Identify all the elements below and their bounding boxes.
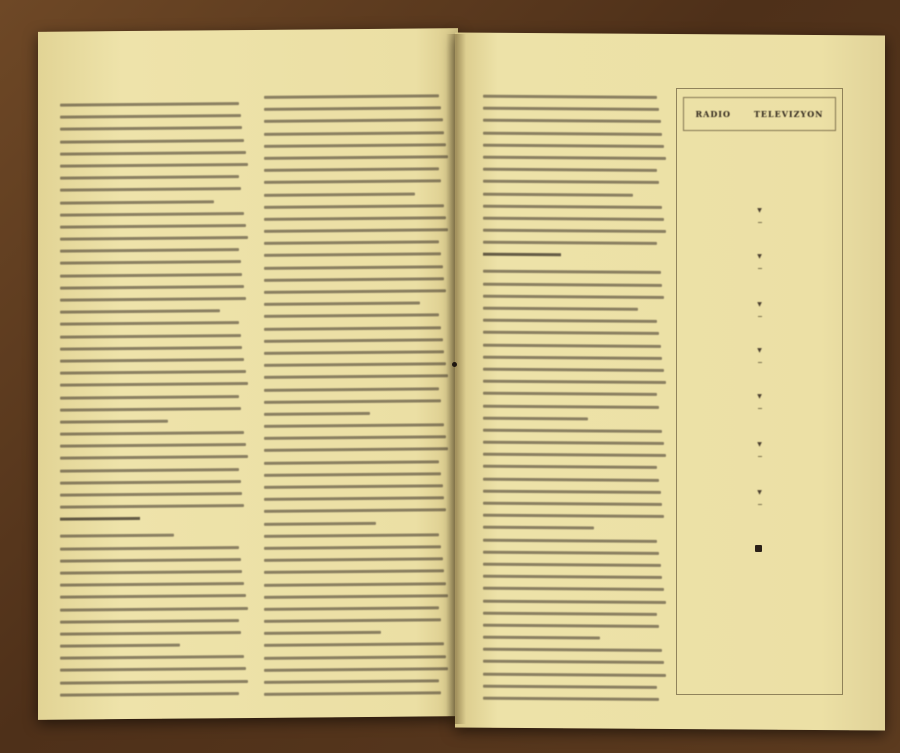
text-line (264, 618, 441, 623)
left-page-column-1 (60, 102, 250, 706)
text-line (483, 587, 664, 591)
text-line (264, 326, 441, 331)
text-line (60, 631, 241, 636)
down-arrow-icon: ▼ (757, 207, 762, 214)
text-line (264, 545, 441, 550)
text-line (60, 224, 246, 229)
text-line (60, 619, 239, 624)
text-line (264, 570, 444, 575)
text-line (60, 655, 244, 660)
text-line (60, 443, 246, 448)
text-line (60, 334, 241, 339)
text-line (264, 302, 420, 306)
text-line (483, 192, 633, 196)
text-line (264, 582, 446, 587)
left-page (38, 28, 458, 720)
down-arrow-icon: ▼ (757, 253, 762, 260)
down-arrow-icon: ▼ (757, 489, 762, 496)
text-line (60, 370, 246, 375)
left-page-column-2 (264, 94, 450, 705)
text-line (60, 644, 180, 648)
text-line (264, 594, 448, 599)
text-line (483, 477, 659, 481)
text-line (264, 277, 444, 282)
flow-step-label (758, 267, 762, 269)
text-line (483, 217, 664, 221)
text-line (483, 229, 666, 233)
text-line (60, 395, 239, 400)
text-line (264, 521, 376, 525)
text-line (483, 611, 657, 615)
text-line (483, 490, 661, 494)
text-line (483, 343, 661, 347)
book-gutter (446, 34, 466, 724)
text-line (264, 375, 448, 380)
text-line (483, 648, 662, 652)
text-line (483, 95, 657, 99)
text-line (483, 392, 657, 396)
text-line (483, 107, 659, 111)
text-line (483, 156, 666, 160)
flow-step-label (758, 361, 762, 363)
text-line (264, 228, 448, 233)
text-line (60, 151, 246, 156)
text-line (264, 606, 439, 611)
text-line (264, 484, 443, 489)
flow-step-1 (677, 207, 842, 225)
text-line (264, 448, 448, 453)
flow-step-label (758, 407, 762, 409)
text-line (60, 606, 248, 611)
down-arrow-icon: ▼ (757, 441, 762, 448)
text-line (264, 143, 446, 148)
text-line (483, 526, 594, 530)
text-line (60, 570, 242, 575)
text-line (483, 502, 662, 506)
text-line (264, 399, 441, 404)
text-line (483, 368, 664, 372)
text-line (483, 241, 657, 245)
text-line (264, 655, 446, 660)
text-line (264, 253, 441, 258)
text-line (60, 273, 242, 278)
text-line (60, 297, 246, 302)
text-line (483, 575, 662, 579)
flow-step-label (758, 221, 762, 223)
text-line (483, 550, 659, 554)
text-line (60, 261, 241, 266)
text-line (483, 697, 659, 701)
text-line (483, 563, 661, 567)
text-line (264, 131, 444, 136)
text-line (483, 404, 659, 408)
text-line (60, 582, 244, 587)
text-line (264, 643, 444, 648)
text-line (483, 416, 588, 420)
text-line (60, 126, 242, 131)
flow-step-7 (677, 489, 842, 507)
binding-mark (452, 362, 457, 367)
text-line (483, 465, 657, 469)
text-line (60, 692, 239, 697)
text-line (483, 307, 638, 311)
section-heading-line (483, 253, 561, 257)
text-line (483, 131, 662, 135)
flow-step-label (758, 503, 762, 505)
text-line (483, 453, 666, 457)
text-line (264, 180, 441, 185)
down-arrow-icon: ▼ (757, 301, 762, 308)
text-line (264, 533, 439, 538)
text-line (60, 285, 244, 290)
text-line (483, 624, 659, 628)
text-line (60, 212, 244, 217)
flow-step-6 (677, 441, 842, 459)
text-line (483, 168, 657, 172)
text-line (60, 546, 239, 551)
text-line (60, 309, 220, 313)
text-line (264, 192, 415, 196)
text-line (264, 265, 443, 270)
text-line (264, 692, 441, 697)
text-line (483, 514, 664, 518)
text-line (60, 321, 239, 326)
text-line (483, 538, 657, 542)
flow-step-5 (677, 393, 842, 411)
flow-step-label (758, 315, 762, 317)
text-line (60, 680, 248, 685)
text-line (264, 94, 439, 99)
text-line (264, 387, 439, 392)
text-line (264, 167, 439, 172)
text-line (264, 362, 446, 367)
text-line (264, 423, 444, 428)
section-heading-line (60, 517, 140, 521)
text-line (60, 431, 244, 436)
down-arrow-icon: ▼ (757, 347, 762, 354)
flow-end-square-icon (755, 545, 762, 552)
text-line (60, 346, 242, 351)
text-line (264, 631, 381, 635)
text-line (264, 679, 439, 684)
text-line (60, 594, 246, 599)
text-line (60, 102, 239, 107)
text-line (483, 429, 662, 433)
text-line (264, 412, 370, 416)
text-line (483, 441, 664, 445)
text-line (483, 672, 666, 676)
text-line (483, 119, 661, 123)
text-line (264, 338, 443, 343)
text-line (60, 358, 244, 363)
text-line (264, 472, 441, 477)
text-line (483, 660, 664, 664)
text-line (264, 509, 446, 514)
text-line (264, 241, 439, 246)
sidebar-box (676, 88, 843, 695)
text-line (60, 468, 239, 473)
text-line (60, 382, 248, 387)
text-line (264, 460, 439, 465)
down-arrow-icon: ▼ (757, 393, 762, 400)
text-line (483, 599, 666, 603)
text-line (264, 107, 441, 112)
text-line (483, 319, 657, 323)
flow-step-2 (677, 253, 842, 271)
flow-step-label (758, 455, 762, 457)
text-line (60, 420, 168, 424)
text-line (60, 480, 241, 485)
sidebar-box-header-left: RADIO (695, 109, 731, 119)
sidebar-box-header-right: TELEVIZYON (753, 109, 824, 119)
text-line (483, 380, 666, 384)
text-line (264, 350, 444, 355)
text-line (264, 314, 439, 319)
text-line (264, 496, 444, 501)
text-line (60, 534, 174, 538)
right-page-column-1 (483, 95, 668, 710)
text-line (60, 407, 241, 412)
text-line (264, 119, 443, 124)
text-line (60, 187, 241, 192)
text-line (264, 204, 444, 209)
text-line (483, 331, 659, 335)
text-line (60, 200, 214, 204)
text-line (483, 685, 657, 689)
text-line (60, 504, 244, 509)
text-line (60, 667, 246, 672)
text-line (60, 175, 239, 180)
text-line (264, 289, 446, 294)
text-line (60, 163, 248, 168)
text-line (264, 436, 446, 441)
text-line (60, 455, 248, 460)
text-line (483, 204, 662, 208)
flow-step-3 (677, 301, 842, 319)
text-line (264, 667, 448, 672)
text-line (60, 236, 248, 241)
text-line (264, 155, 448, 160)
text-line (483, 282, 662, 286)
text-line (483, 636, 600, 640)
text-line (264, 557, 443, 562)
sidebar-box-header (683, 97, 836, 131)
text-line (60, 248, 239, 253)
text-line (60, 558, 241, 563)
text-line (483, 143, 664, 147)
text-line (483, 180, 659, 184)
text-line (60, 492, 242, 497)
text-line (264, 216, 446, 221)
text-line (483, 295, 664, 299)
text-line (483, 270, 661, 274)
flow-step-4 (677, 347, 842, 365)
text-line (60, 114, 241, 119)
text-line (483, 355, 662, 359)
text-line (60, 139, 244, 144)
